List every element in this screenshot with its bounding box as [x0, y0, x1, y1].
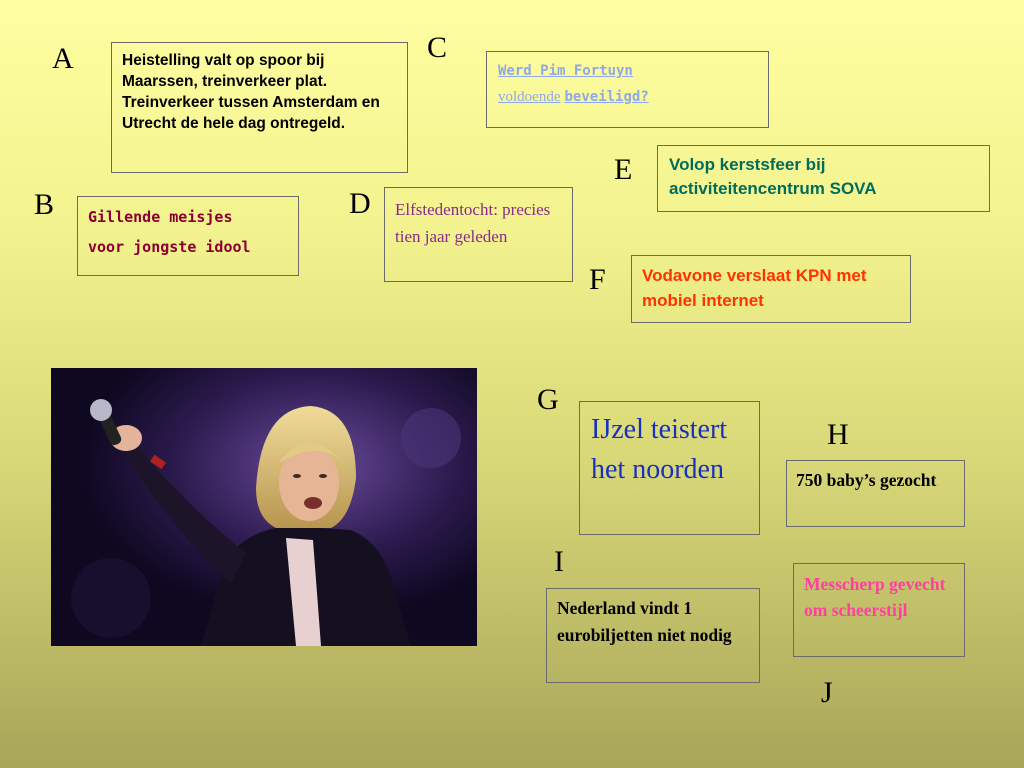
label-j: J — [821, 676, 833, 709]
headline-h-text: 750 baby’s gezocht — [796, 470, 937, 490]
headline-d-text: Elfstedentocht: precies tien jaar geleden — [395, 200, 551, 246]
label-b: B — [34, 188, 55, 221]
label-g: G — [537, 383, 559, 416]
headline-b-line1: Gillende meisjes — [88, 208, 233, 226]
headline-a — [111, 42, 408, 173]
label-h: H — [827, 418, 849, 451]
headline-i — [546, 588, 760, 683]
headline-b — [77, 196, 299, 276]
headline-a-text: Heistelling valt op spoor bij Maarssen, treinverkeer plat. Treinverkeer tussen Amsterdam en Utrecht de hele dag ontregeld. — [122, 52, 380, 132]
headline-h — [786, 460, 965, 527]
label-a: A — [52, 42, 74, 75]
label-d: D — [349, 187, 371, 220]
headline-j — [793, 563, 965, 657]
headline-e-text: Volop kerstsfeer bij activiteitencentrum SOVA — [669, 155, 877, 198]
label-c: C — [427, 31, 448, 64]
headline-g-text: IJzel teistert het noorden — [591, 414, 728, 485]
label-i: I — [554, 545, 564, 578]
singer-illustration — [51, 368, 477, 646]
label-f: F — [589, 263, 606, 296]
headline-c-line1[interactable]: Werd Pim Fortuyn — [498, 63, 633, 79]
headline-e — [657, 145, 990, 212]
headline-d — [384, 187, 573, 282]
headline-c-link-a[interactable]: voldoende — [498, 89, 561, 105]
headline-f-text: Vodavone verslaat KPN met mobiel internet — [642, 266, 867, 310]
headline-c-link-b[interactable]: beveiligd? — [564, 89, 649, 105]
headline-i-text: Nederland vindt 1 eurobiljetten niet nodig — [557, 598, 732, 645]
headline-b-line2: voor jongste idool — [88, 238, 251, 256]
singer-photo — [51, 368, 477, 646]
label-e: E — [614, 153, 633, 186]
headline-j-text: Messcherp gevecht om scheerstijl — [804, 574, 946, 620]
headline-g — [579, 401, 760, 535]
headline-c — [486, 51, 769, 128]
headline-f — [631, 255, 911, 323]
